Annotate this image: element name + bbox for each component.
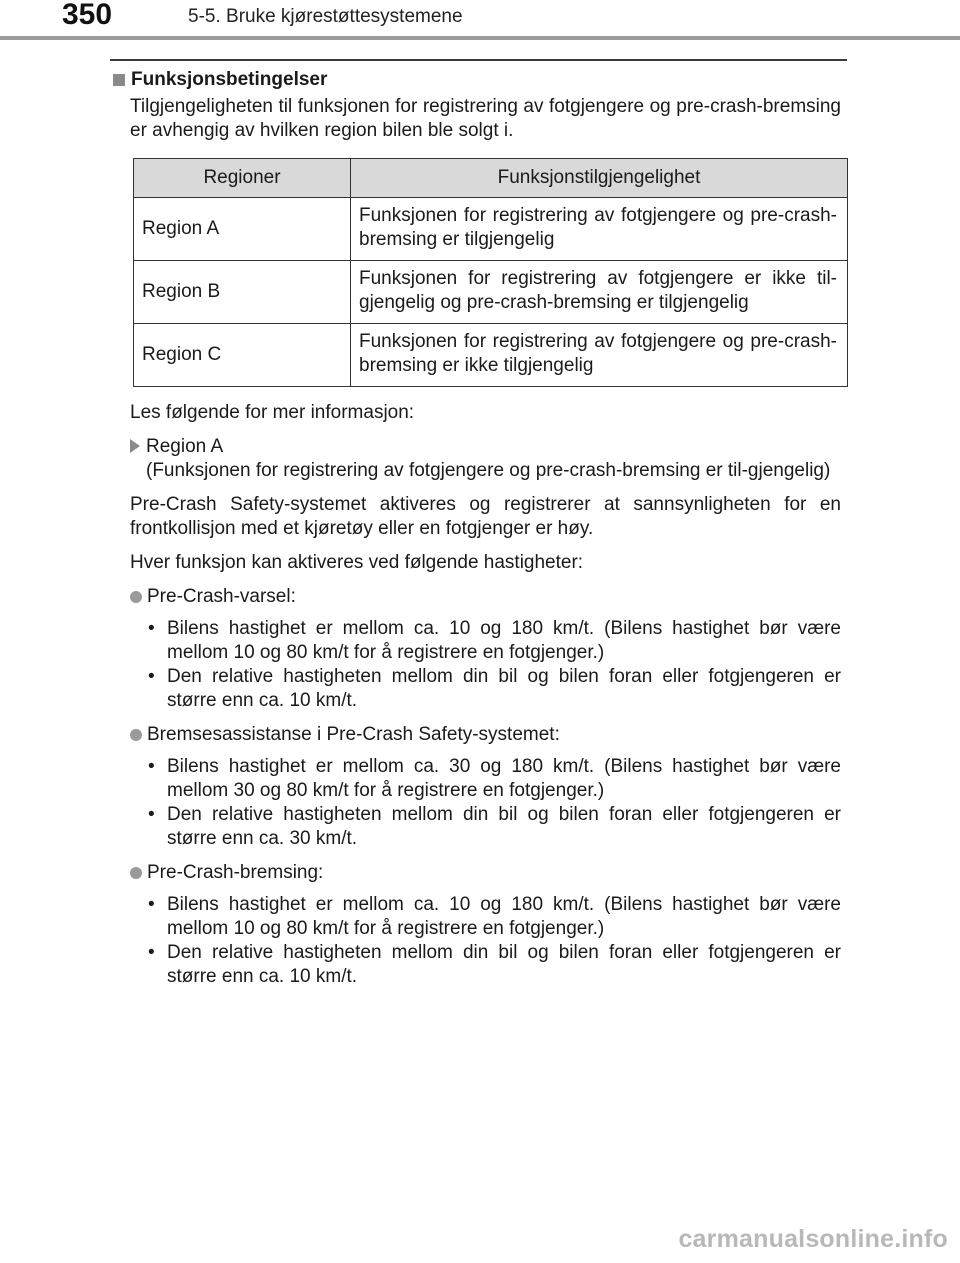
condition-list bbox=[130, 893, 841, 989]
circle-bullet-icon bbox=[130, 867, 142, 879]
function-group bbox=[113, 585, 841, 713]
function-name: Bremsesassistanse i Pre-Crash Safety-systemet: bbox=[147, 724, 560, 745]
table-row bbox=[134, 324, 848, 387]
section-intro: Tilgjengeligheten til funksjonen for registrering av fotgjengere og pre-crash-bremsing er avhengig av hvilken region bilen ble solgt i. bbox=[130, 96, 841, 141]
function-heading bbox=[130, 723, 841, 747]
table-cell-availability: Funksjonen for registrering av fotgjengere og pre-crash-bremsing er ikke tilgjengelig bbox=[351, 324, 848, 387]
table-row bbox=[134, 261, 848, 324]
table-cell-availability: Funksjonen for registrering av fotgjengere og pre-crash-bremsing er tilgjengelig bbox=[351, 198, 848, 261]
table-header-row bbox=[134, 159, 848, 198]
function-group bbox=[113, 723, 841, 851]
region-a-title: Region A bbox=[146, 436, 224, 457]
region-a-note: (Funksjonen for registrering av fotgjengere og pre-crash-bremsing er til-gjengelig) bbox=[146, 460, 831, 481]
activation-paragraph: Pre-Crash Safety-systemet aktiveres og registrerer at sannsynligheten for en frontkollisjon med et kjøretøy eller en fotgjenger er høy. bbox=[130, 494, 841, 539]
table-header-regions: Regioner bbox=[134, 159, 351, 198]
page-number: 350 bbox=[62, 0, 113, 31]
function-name: Pre-Crash-varsel: bbox=[147, 586, 296, 607]
list-item: • Den relative hastigheten mellom din bil og bilen foran eller fotgjengeren er større enn ca. 10 km/t. bbox=[148, 665, 841, 713]
chapter-title: 5-5. Bruke kjørestøttesystemene bbox=[188, 6, 463, 27]
circle-bullet-icon bbox=[130, 729, 142, 741]
table-cell-availability: Funksjonen for registrering av fotgjengere er ikke til-gjengelig og pre-crash-bremsing er tilgjengelig bbox=[351, 261, 848, 324]
list-item: • Den relative hastigheten mellom din bil og bilen foran eller fotgjengeren er større enn ca. 30 km/t. bbox=[148, 803, 841, 851]
function-heading bbox=[130, 861, 841, 885]
list-item: • Bilens hastighet er mellom ca. 10 og 180 km/t. (Bilens hastighet bør være mellom 10 og 80 km/t for å registrere en fotgjenger.) bbox=[148, 893, 841, 941]
list-item: • Den relative hastigheten mellom din bil og bilen foran eller fotgjengeren er større enn ca. 10 km/t. bbox=[148, 941, 841, 989]
list-item: • Bilens hastighet er mellom ca. 30 og 180 km/t. (Bilens hastighet bør være mellom 30 og 80 km/t for å registrere en fotgjenger.) bbox=[148, 755, 841, 803]
region-a-block bbox=[113, 435, 841, 483]
table-cell-region: Region B bbox=[134, 261, 351, 324]
condition-list bbox=[130, 755, 841, 851]
table-cell-region: Region A bbox=[134, 198, 351, 261]
page-content bbox=[113, 67, 841, 989]
region-a-title-line bbox=[130, 435, 841, 459]
triangle-arrow-icon bbox=[130, 439, 140, 453]
section-heading-text: Funksjonsbetingelser bbox=[131, 69, 328, 90]
region-availability-table bbox=[133, 158, 848, 387]
table-header-availability: Funksjonstilgjengelighet bbox=[351, 159, 848, 198]
more-info-text: Les følgende for mer informasjon: bbox=[130, 402, 415, 423]
table-row bbox=[134, 198, 848, 261]
function-name: Pre-Crash-bremsing: bbox=[147, 862, 324, 883]
condition-list bbox=[130, 617, 841, 713]
square-bullet-icon bbox=[113, 74, 125, 86]
list-item: • Bilens hastighet er mellom ca. 10 og 180 km/t. (Bilens hastighet bør være mellom 10 og 80 km/t for å registrere en fotgjenger.) bbox=[148, 617, 841, 665]
header-divider bbox=[0, 36, 960, 40]
table-cell-region: Region C bbox=[134, 324, 351, 387]
section-heading bbox=[113, 67, 841, 93]
speeds-intro: Hver funksjon kan aktiveres ved følgende hastigheter: bbox=[130, 552, 584, 573]
watermark: carmanualsonline.info bbox=[678, 1225, 948, 1253]
function-group bbox=[113, 861, 841, 989]
section-divider bbox=[110, 59, 847, 61]
function-heading bbox=[130, 585, 841, 609]
circle-bullet-icon bbox=[130, 591, 142, 603]
